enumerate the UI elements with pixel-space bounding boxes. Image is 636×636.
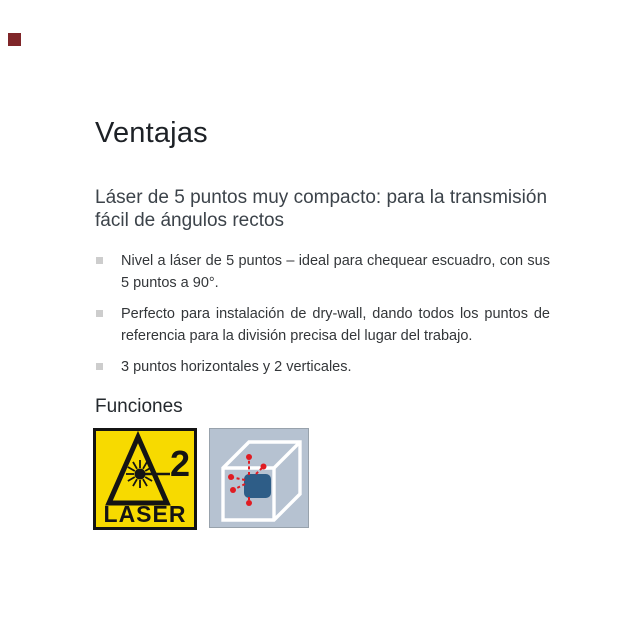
advantage-text: Nivel a láser de 5 puntos – ideal para chequear escuadro, con sus 5 puntos a 90°. — [121, 253, 550, 291]
bullet-square-icon — [96, 257, 103, 264]
functions-title: Funciones — [95, 396, 183, 417]
advantage-list — [95, 250, 550, 378]
corner-marker — [8, 33, 21, 46]
bullet-square-icon — [96, 363, 103, 370]
room-projection-icon — [209, 428, 309, 528]
advantage-text: 3 puntos horizontales y 2 verticales. — [121, 359, 352, 375]
page-title: Ventajas — [95, 117, 208, 149]
list-item — [95, 250, 550, 294]
list-item — [95, 303, 550, 347]
laser-label: LASER — [103, 501, 187, 527]
bullet-square-icon — [96, 310, 103, 317]
section-subtitle: Láser de 5 puntos muy compacto: para la transmisión fácil de ángulos rectos — [95, 187, 548, 231]
function-icons-row — [93, 428, 585, 530]
laser-class-2-icon — [93, 428, 197, 530]
laser-class-number: 2 — [169, 443, 190, 484]
advantages-section — [95, 116, 585, 530]
advantage-text: Perfecto para instalación de dry-wall, dando todos los puntos de referencia para la división precisa del lugar del trabajo. — [121, 306, 550, 344]
list-item — [95, 356, 550, 378]
